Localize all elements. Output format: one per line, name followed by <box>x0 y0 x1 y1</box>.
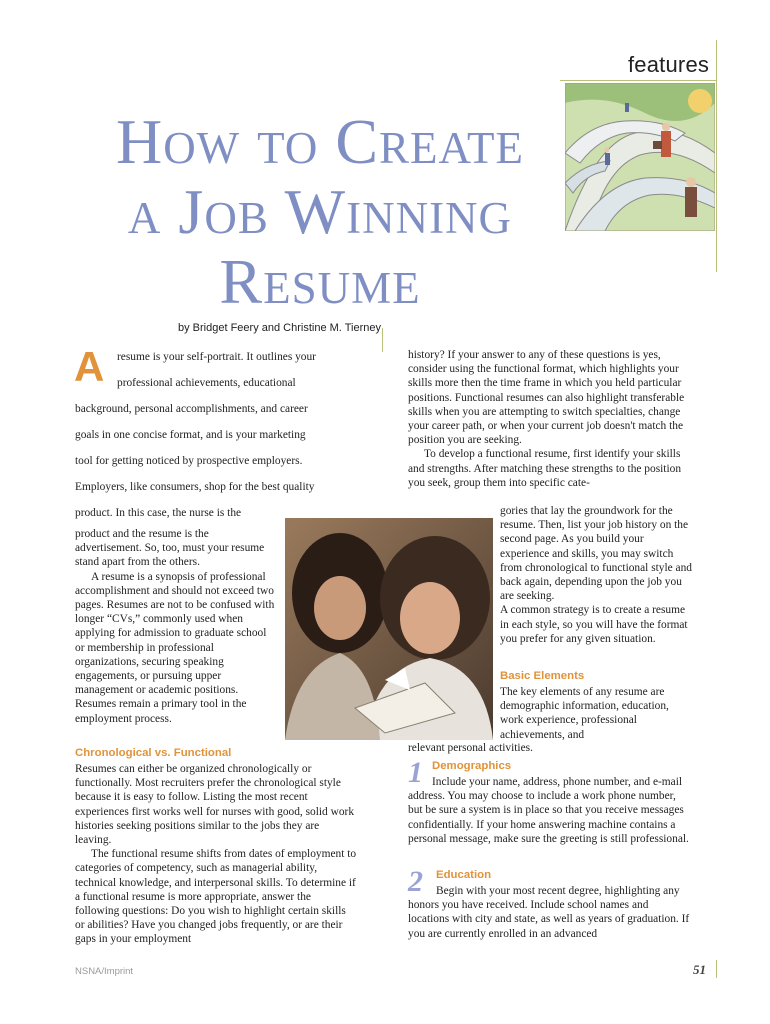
col1-line-1: resume is your self-portrait. It outlines your <box>117 351 316 363</box>
footer-source: NSNA/Imprint <box>75 966 134 977</box>
col1-line-4: goals in one concise format, and is your marketing <box>75 429 306 441</box>
section-rule-horizontal <box>560 80 717 81</box>
col1-body-bottom <box>75 762 357 947</box>
demographics-text: Include your name, address, phone number, and e-mail address. You may choose to include a work phone number, but be sure a system is in place so that you receive messages confidentially. If your home answering machine contains a personal message, make sure the greeting is still professional. <box>408 776 689 845</box>
col1-line-7: product. In this case, the nurse is the <box>75 507 242 519</box>
col2-para-1: history? If your answer to any of these questions is yes, consider using the functional format, which highlights your skills more then the time frame in which you held particular positions. Functional resumes can also highlight transferable skills when you are attempting to switch specialties, change your career path, or when your current job doesn't match the position you are seeking. <box>408 349 685 447</box>
title-line-2: a Job Winning <box>127 176 513 247</box>
col1-line-6: Employers, like consumers, shop for the best quality <box>75 481 315 493</box>
byline-rule <box>382 328 383 352</box>
photo-students-reading <box>285 518 493 740</box>
illustration-career-paths <box>565 83 715 231</box>
page-number: 51 <box>693 962 706 977</box>
education-text: Begin with your most recent degree, highlighting any honors you have received. Include school names and locations with city and state, as well as years of graduation. If you are currently enrolled in an advanced <box>408 885 690 940</box>
col1-narrow-text-2: A resume is a synopsis of professional accomplishment and should not exceed two pages. Resumes are not to be confused with longer “CVs,” commonly used when applying for admission to graduate school or membership in professional organizations, securing speaking engagements, or pursuing upper management or academic positions. Resumes remain a primary tool in the employment process. <box>75 570 275 725</box>
col2-body-narrow <box>500 504 692 646</box>
basic-elements-text: The key elements of any resume are demographic information, education, work experience, professional achievements, and <box>500 686 669 741</box>
col2-para-2-cont: gories that lay the groundwork for the resume. Then, list your job history on the second page. As you build your experience and skills, you may switch from chronological to functional style and back again, depending upon the job you are seeking. <box>500 505 693 603</box>
col1-line-5: tool for getting noticed by prospective employers. <box>75 455 303 467</box>
byline: by Bridget Feery and Christine M. Tierney <box>178 322 381 334</box>
item-number-2: 2 <box>408 865 423 898</box>
heading-basic-elements: Basic Elements <box>500 670 585 682</box>
heading-chronological-vs-functional: Chronological vs. Functional <box>75 747 232 759</box>
col2-body-top <box>408 348 691 490</box>
heading-demographics: Demographics <box>432 760 512 772</box>
col1-line-3: background, personal accomplishments, and career <box>75 403 308 415</box>
col2-para-3: A common strategy is to create a resume in each style, so you will have the format you prefer for any given situation. <box>500 604 688 645</box>
col1-line-2: professional achievements, educational <box>117 377 296 389</box>
title-line-3: Resume <box>219 246 421 317</box>
col1-para-1: Resumes can either be organized chronologically or functionally. Most recruiters prefer the chronological style because it is easy to follow. Listing the most recent experiences first works well for nurses with good, solid work histories seeking positions similar to the jobs they are leaving. <box>75 763 355 847</box>
page-number-rule <box>716 960 717 978</box>
col1-para-2: The functional resume shifts from dates of employment to categories of competency, such as managerial ability, technical knowledge, and interpersonal skills. To determine if a functional resume is more appropriate, answer the following questions: Do you wish to highlight certain skills or abilities? Have you changed jobs frequently, or are their gaps in your employment <box>75 848 357 946</box>
section-rule-vertical <box>716 40 717 272</box>
col1-narrow-para-1 <box>75 527 275 726</box>
basic-elements-text-end: relevant personal activities. <box>408 742 533 754</box>
heading-education: Education <box>436 869 492 881</box>
title-line-1: How to Create <box>115 106 525 177</box>
item-number-1: 1 <box>408 756 423 789</box>
col2-para-2: To develop a functional resume, first identify your skills and strengths. After matching these strengths to the position you seek, group them into specific cate- <box>408 448 682 489</box>
section-label: features <box>628 52 710 77</box>
drop-cap: A <box>74 343 105 390</box>
col1-narrow-text-1: product and the resume is the advertisement. So, too, must your resume stand apart from the others. <box>75 528 265 569</box>
